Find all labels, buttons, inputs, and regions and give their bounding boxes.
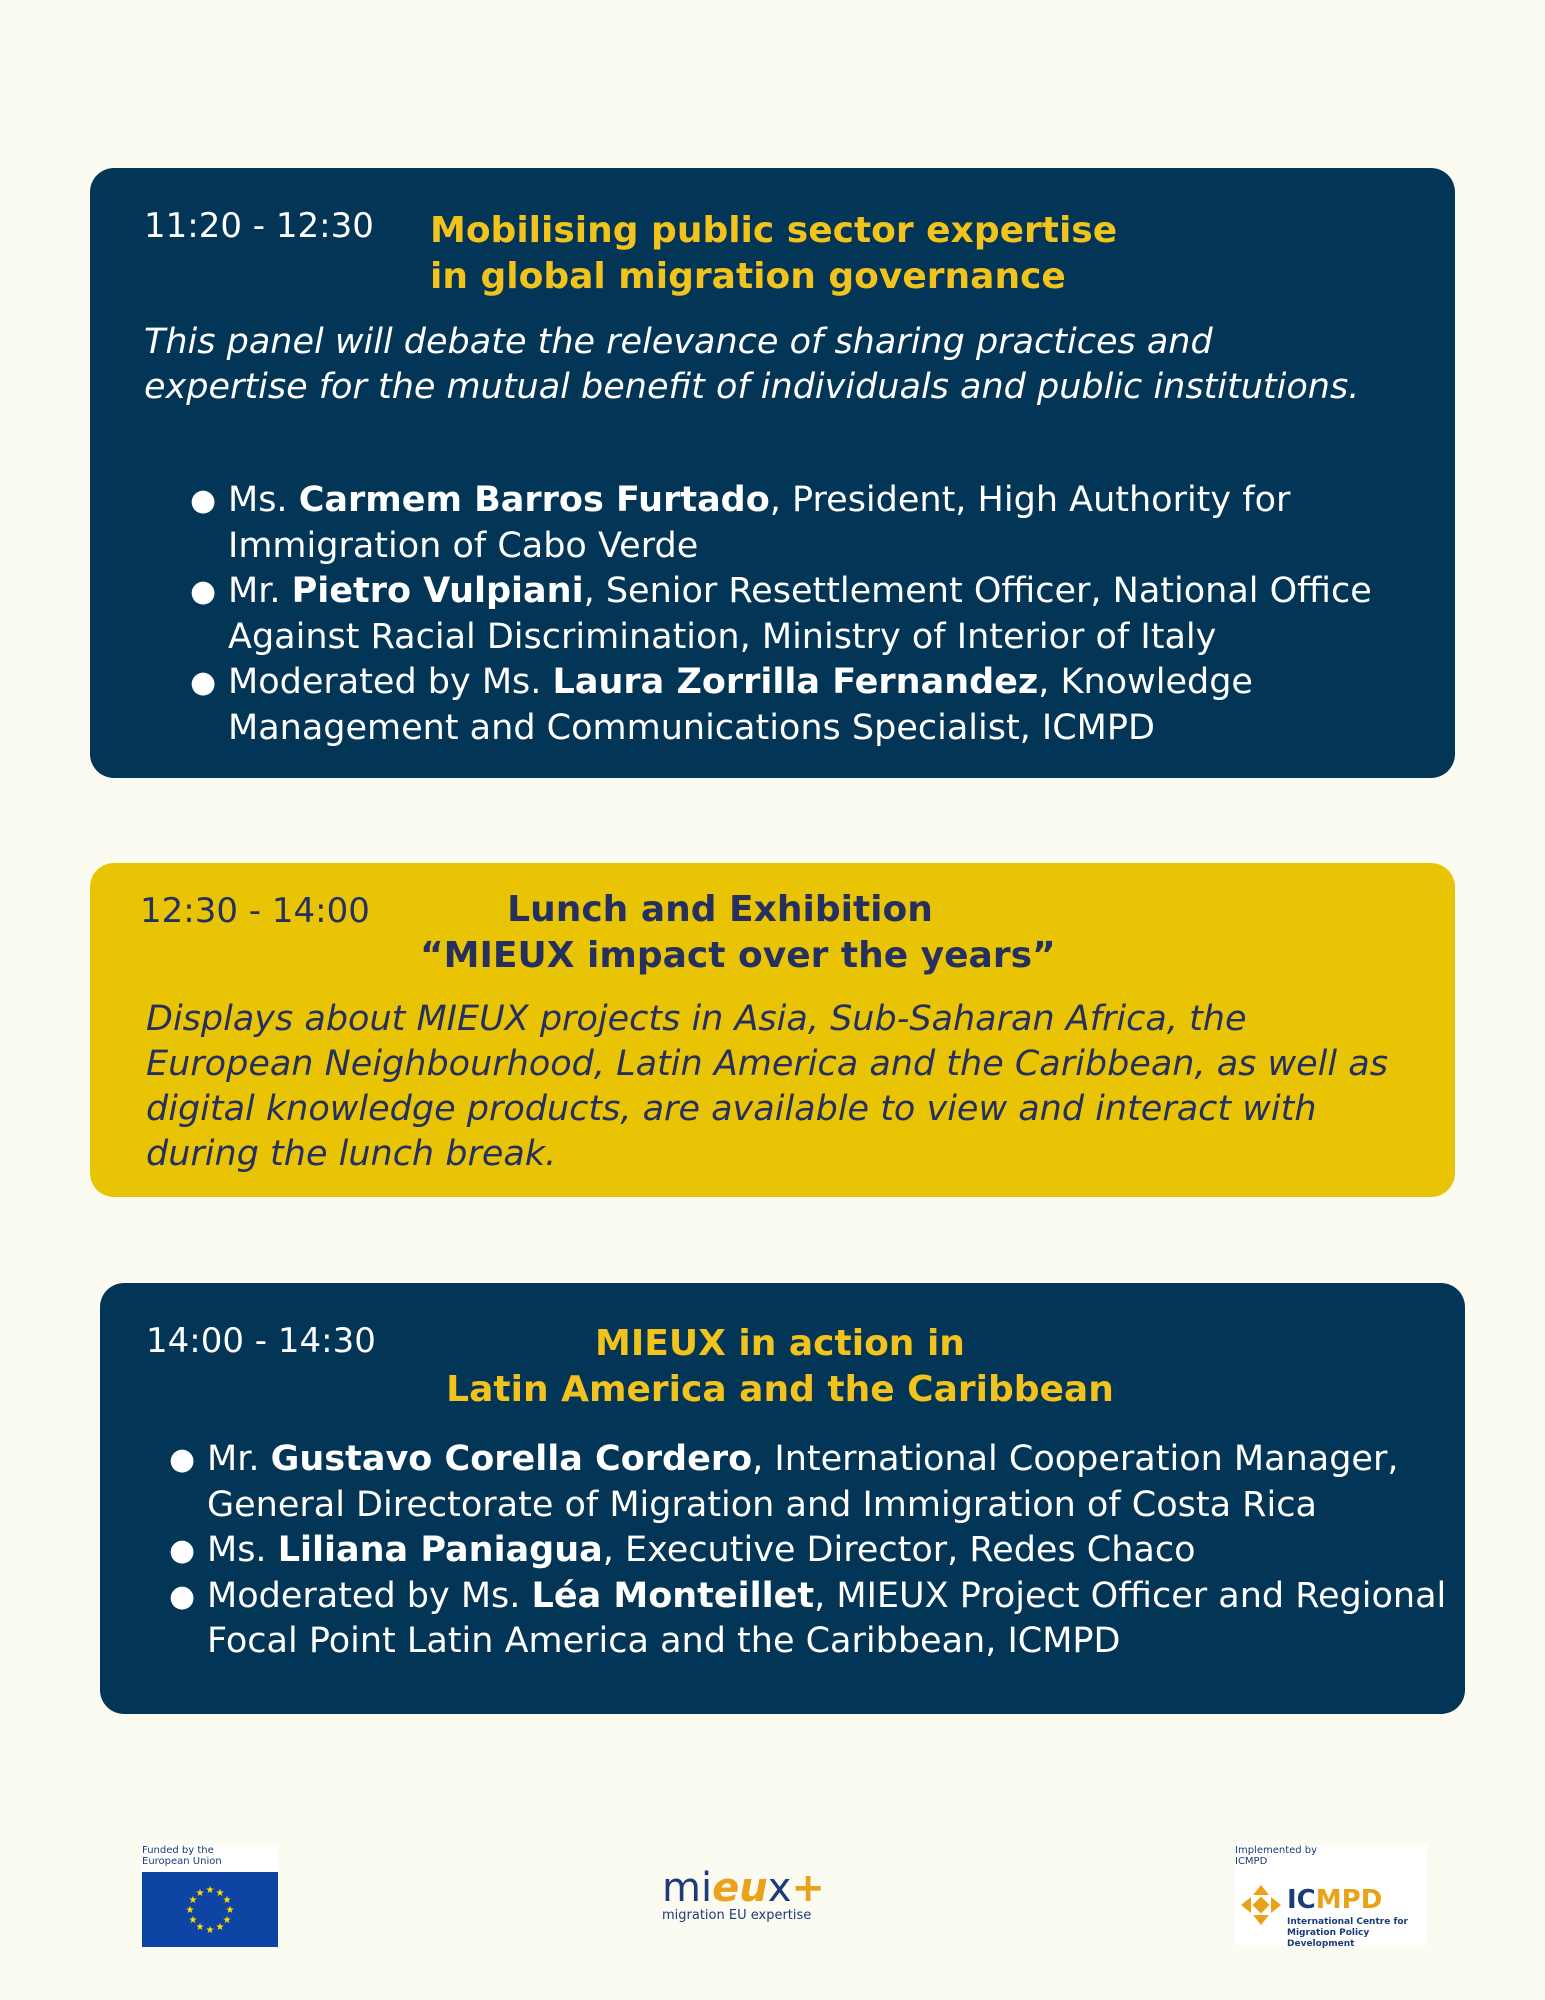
svg-text:★: ★ [205,1885,215,1896]
icmpd-caption: Implemented by ICMPD [1235,1845,1318,1867]
eu-funding-logo [142,1845,278,1947]
speaker-item: ● Moderated by Ms. Laura Zorrilla Fernandez, Knowledge Management and Communications Specialist, ICMPD [190,662,1253,748]
svg-text:★: ★ [215,1888,225,1899]
speaker-name: Carmem Barros Furtado [298,480,770,520]
mieux-tagline: migration EU expertise [662,1908,812,1923]
session-title-line-1: Lunch and Exhibition [507,889,933,930]
svg-text:★: ★ [185,1905,195,1916]
bullet-icon: ● [169,1578,196,1614]
session-title-line-1: Mobilising public sector expertise [430,210,1118,251]
session-title [420,887,1056,979]
speaker-item: ● Mr. Gustavo Corella Cordero, International Cooperation Manager, General Directorate of Migration and Immigration of Costa Rica [169,1439,1399,1525]
session-title [430,208,1118,300]
eu-flag-icon [142,1872,278,1947]
bullet-icon: ● [190,483,217,518]
speaker-item: ● Ms. Carmem Barros Furtado, President, High Authority for Immigration of Cabo Verde [190,480,1291,566]
bullet-icon: ● [169,1533,196,1568]
speaker-name: Gustavo Corella Cordero [270,1439,753,1479]
svg-text:★: ★ [215,1922,225,1933]
session-card-2 [90,863,1455,1197]
session-title-line-1: MIEUX in action in [595,1323,965,1364]
speaker-name: Laura Zorrilla Fernandez [552,662,1039,702]
session-time: 12:30 - 14:00 [140,891,370,931]
eu-caption: Funded by the European Union [142,1845,222,1867]
svg-text:★: ★ [195,1888,205,1899]
speaker-item: ● Moderated by Ms. Léa Monteillet, MIEUX Project Officer and Regional Focal Point Latin America and the Caribbean, ICMPD [169,1575,1447,1661]
session-description: Displays about MIEUX projects in Asia, Sub-Saharan Africa, the European Neighbourhood, Latin America and the Caribbean, as well as digital knowledge products, are available to view and interact with during the lunch break. [146,999,1388,1174]
session-title-line-2: “MIEUX impact over the years” [420,935,1056,976]
session-title [430,1321,1130,1413]
icmpd-logo [1235,1845,1427,1949]
icmpd-name: ICMPD [1287,1885,1383,1915]
speaker-name: Pietro Vulpiani [291,571,584,611]
bullet-icon: ● [190,665,217,700]
speaker-name: Léa Monteillet [531,1575,815,1616]
svg-text:★: ★ [195,1922,205,1933]
session-card-1 [90,168,1455,778]
icmpd-fullname: International Centre for Migration Policy Development [1287,1917,1408,1949]
svg-text:★: ★ [188,1915,198,1926]
mieux-logo [662,1865,862,1938]
speaker-list [169,1437,1447,1665]
session-time: 14:00 - 14:30 [146,1321,376,1361]
session-title-line-2: in global migration governance [430,256,1066,297]
svg-text:★: ★ [188,1895,198,1906]
svg-text:★: ★ [222,1915,232,1926]
svg-text:★: ★ [205,1925,215,1936]
speaker-item: ● Mr. Pietro Vulpiani, Senior Resettlement Officer, National Office Against Racial Discrimination, Ministry of Interior of Italy [190,571,1372,657]
session-time: 11:20 - 12:30 [144,206,374,246]
session-description: This panel will debate the relevance of sharing practices and expertise for the mutual benefit of individuals and public institutions. [144,322,1360,407]
bullet-icon: ● [190,574,217,609]
icmpd-arrows-icon [1239,1883,1283,1931]
svg-text:★: ★ [225,1905,235,1916]
session-title-line-2: Latin America and the Caribbean [446,1369,1114,1410]
speaker-name: Liliana Paniagua [277,1530,603,1570]
mieux-wordmark: mieux+ [662,1865,825,1911]
speaker-item: ● Ms. Liliana Paniagua, Executive Director, Redes Chaco [207,1528,1447,1574]
bullet-icon: ● [169,1442,196,1477]
speaker-list [190,478,1428,751]
svg-text:★: ★ [222,1895,232,1906]
session-card-3 [100,1283,1465,1714]
